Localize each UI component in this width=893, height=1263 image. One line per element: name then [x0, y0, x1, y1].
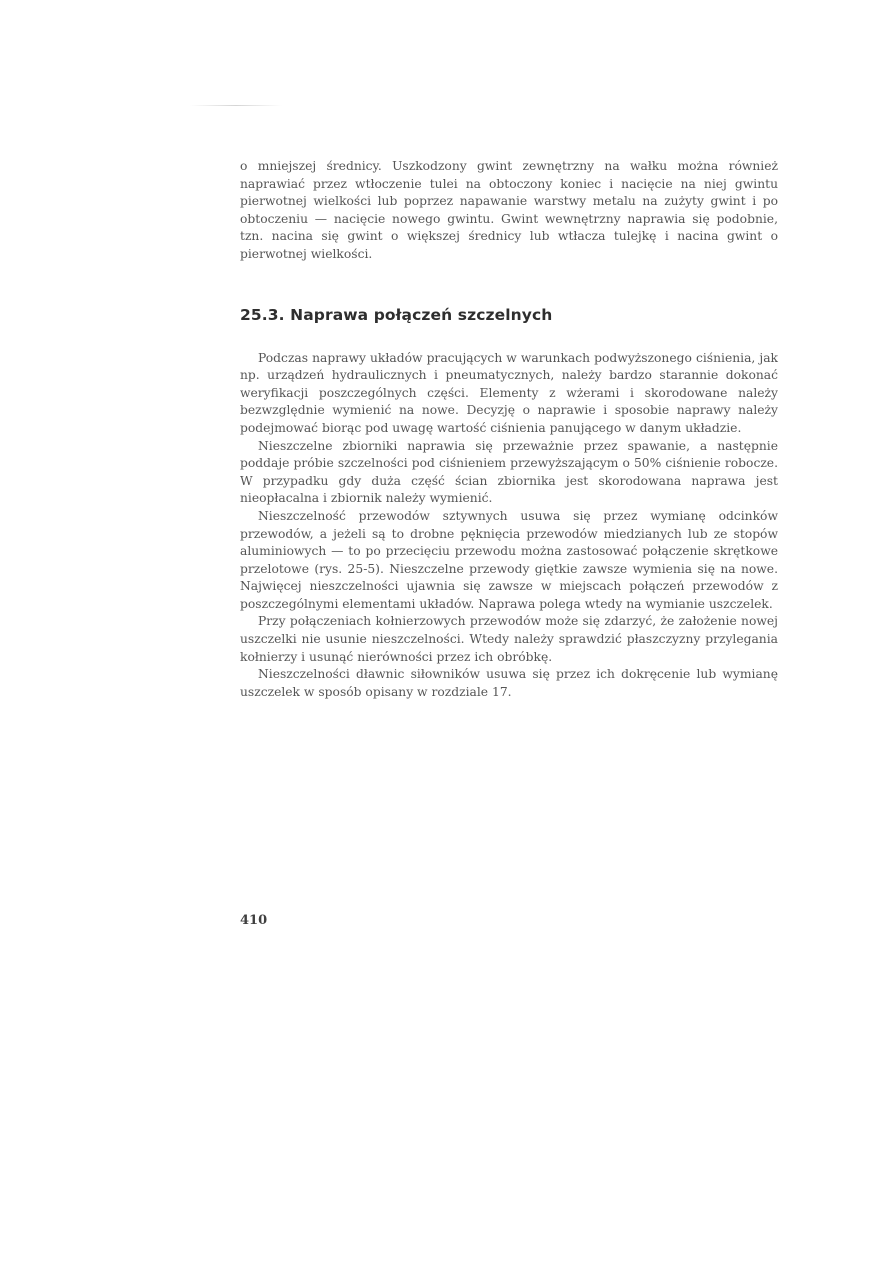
- intro-paragraph: o mniejszej średnicy. Uszkodzony gwint zewnętrzny na wałku można również naprawiać przez wtłoczenie tulei na obtoczony koniec i nacięcie na niej gwintu pierwotnej wielkości lub poprzez napawanie warstwy metalu na zużyty gwint i po obtoczeniu — nacięcie nowego gwintu. Gwint wewnętrzny naprawia się podobnie, tzn. nacina się gwint o większej średnicy lub wtłacza tulejkę i nacina gwint o pierwotnej wielkości.: [240, 159, 778, 261]
- paragraph-3: Nieszczelność przewodów sztywnych usuwa się przez wymianę odcinków przewodów, a jeżeli są to drobne pęknięcia przewodów miedzianych lub ze stopów aluminiowych — to po przecięciu przewodu można zastosować połączenie skrętkowe przelotowe (rys. 25-5). Nieszczelne przewody giętkie zawsze wymienia się na nowe. Najwięcej nieszczelności ujawnia się zawsze w miejscach połączeń przewodów z poszczególnymi elementami układów. Naprawa polega wtedy na wymianie uszczelek.: [240, 508, 778, 611]
- paragraph-1: Podczas naprawy układów pracujących w warunkach podwyższonego ciśnienia, jak np. urządzeń hydraulicznych i pneumatycznych, należy bardzo starannie dokonać weryfikacji poszczególnych części. Elementy z wżerami i skorodowane należy bezwzględnie wymienić na nowe. Decyzję o naprawie i sposobie naprawy należy podejmować biorąc pod uwagę wartość ciśnienia panującego w danym układzie.: [240, 350, 778, 435]
- paragraph-2: Nieszczelne zbiorniki naprawia się przeważnie przez spawanie, a następnie poddaje próbie szczelności pod ciśnieniem przewyższającym o 50% ciśnienie robocze. W przypadku gdy duża część ścian zbiornika jest skorodowana naprawa jest nieopłacalna i zbiornik należy wymienić.: [240, 438, 778, 506]
- page-number: 410: [240, 913, 268, 928]
- scan-artifact: [190, 105, 282, 106]
- paragraph-4: Przy połączeniach kołnierzowych przewodów może się zdarzyć, że założenie nowej uszczelki nie usunie nieszczelności. Wtedy należy sprawdzić płaszczyzny przylegania kołnierzy i usunąć nierówności przez ich obróbkę.: [240, 614, 778, 664]
- document-page: [240, 158, 778, 701]
- section-heading: 25.3. Naprawa połączeń szczelnych: [240, 305, 553, 324]
- paragraph-5: Nieszczelności dławnic siłowników usuwa się przez ich dokręcenie lub wymianę uszczelek w sposób opisany w rozdziale 17.: [240, 667, 778, 699]
